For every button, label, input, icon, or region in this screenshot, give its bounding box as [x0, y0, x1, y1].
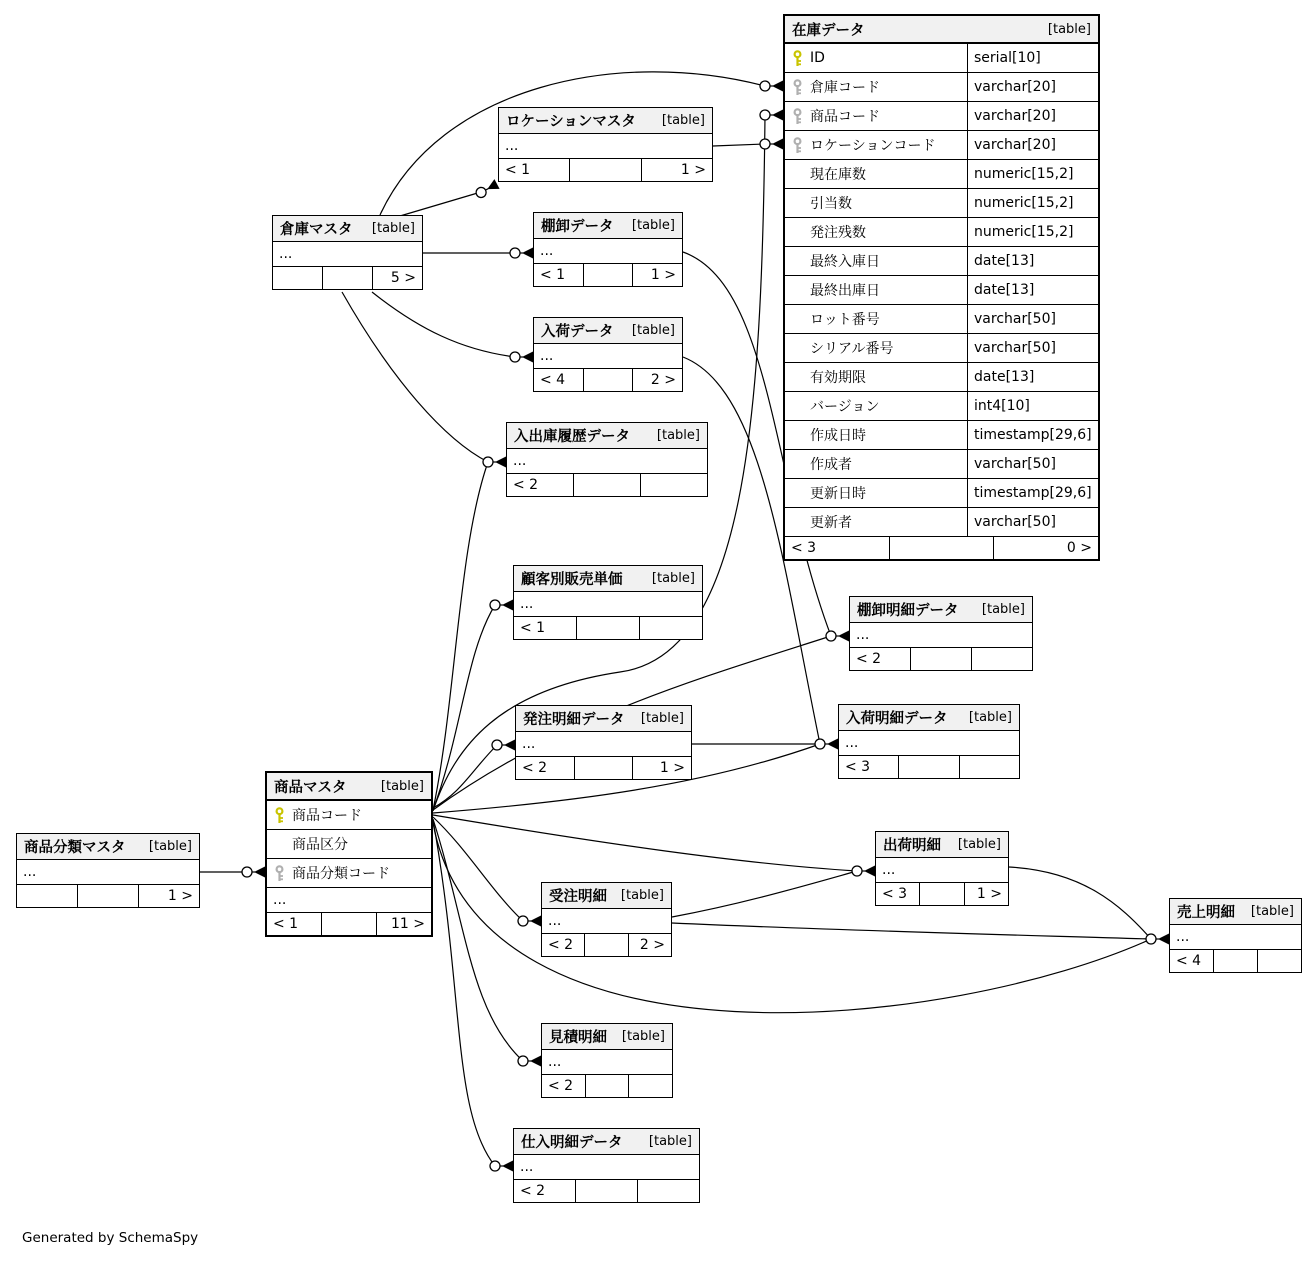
- footer-middle-cell: [575, 1180, 637, 1202]
- column-name: ID: [810, 50, 825, 66]
- key-spacer: [792, 485, 803, 502]
- table-header: [542, 883, 671, 909]
- footer-children-count: 1 >: [632, 757, 691, 779]
- column-name-cell: [785, 44, 967, 72]
- table-type-tag: [table]: [631, 323, 675, 338]
- column-row: [785, 247, 1098, 276]
- table-footer: [542, 1075, 672, 1097]
- footer-children-count: 1 >: [641, 159, 712, 181]
- table-header: [514, 566, 702, 592]
- footer-children-count: [959, 756, 1019, 778]
- table-node-mitsumori[interactable]: [541, 1023, 673, 1098]
- table-name: 出荷明細: [883, 838, 941, 854]
- key-spacer: [792, 456, 803, 473]
- collapsed-columns-ellipsis: ...: [267, 888, 431, 913]
- crowfoot-cardinality-marker-shohin: [242, 867, 265, 878]
- footer-parents-count: < 3: [791, 540, 817, 556]
- column-row: [785, 218, 1098, 247]
- crowfoot-cardinality-marker-location: [474, 179, 499, 200]
- column-row: [785, 450, 1098, 479]
- column-type: varchar[20]: [967, 102, 1098, 130]
- table-name: 倉庫マスタ: [280, 222, 353, 238]
- table-name: 仕入明細データ: [521, 1135, 623, 1151]
- footer-parents-count: < 2: [548, 1078, 574, 1094]
- footer-children-count: 0 >: [993, 537, 1098, 559]
- key-spacer: [792, 427, 803, 444]
- table-footer: [1170, 950, 1301, 972]
- collapsed-columns-ellipsis: ...: [839, 731, 1019, 756]
- table-type-tag: [table]: [656, 428, 700, 443]
- footer-children-count: [639, 617, 702, 639]
- column-row: [785, 392, 1098, 421]
- table-name: 発注明細データ: [523, 712, 625, 728]
- key-spacer: [792, 311, 803, 328]
- column-row: [785, 363, 1098, 392]
- column-row: [785, 421, 1098, 450]
- table-type-tag: [table]: [661, 113, 705, 128]
- table-type-tag: [table]: [380, 778, 424, 794]
- column-row: [785, 73, 1098, 102]
- table-node-hatchu_meisai[interactable]: [515, 705, 692, 780]
- footer-parents-count: < 1: [520, 620, 546, 636]
- footer-children-count: [628, 1075, 672, 1097]
- table-footer: [534, 264, 682, 286]
- column-type: date[13]: [967, 363, 1098, 391]
- column-name: 現在庫数: [810, 167, 866, 183]
- table-name: 受注明細: [549, 889, 607, 905]
- column-name: 作成日時: [810, 428, 866, 444]
- table-footer: [785, 537, 1098, 559]
- crowfoot-cardinality-marker-tanaoroshi_meisai: [826, 631, 849, 642]
- footer-middle-cell: [889, 537, 994, 559]
- table-header: [17, 834, 199, 860]
- table-node-shohin[interactable]: [265, 771, 433, 937]
- collapsed-columns-ellipsis: ...: [876, 858, 1008, 883]
- table-footer: [267, 913, 431, 935]
- key-spacer: [792, 398, 803, 415]
- crowfoot-cardinality-marker-kokyaku: [490, 600, 513, 611]
- footer-children-count: 5 >: [372, 267, 422, 289]
- column-name: 倉庫コード: [810, 80, 880, 96]
- column-row: [785, 276, 1098, 305]
- column-name-cell: [785, 218, 967, 246]
- column-name: 商品区分: [292, 837, 348, 853]
- column-type: varchar[50]: [967, 305, 1098, 333]
- table-node-juchu[interactable]: [541, 882, 672, 957]
- collapsed-columns-ellipsis: ...: [507, 449, 707, 474]
- footer-middle-cell: [584, 934, 627, 956]
- table-header: [516, 706, 691, 732]
- column-name-cell: [785, 102, 967, 130]
- table-footer: [514, 617, 702, 639]
- crowfoot-cardinality-marker-nyuka_meisai: [815, 739, 838, 750]
- footer-middle-cell: [573, 474, 640, 496]
- foreign-key-icon: [274, 865, 285, 882]
- table-header: [876, 832, 1008, 858]
- column-row: [785, 305, 1098, 334]
- relationship-edge-souko-location: [400, 192, 481, 216]
- relationship-edge-juchu-shukka: [672, 871, 857, 917]
- footer-parents-count: < 3: [845, 759, 871, 775]
- column-row: [785, 189, 1098, 218]
- table-node-shiire[interactable]: [513, 1128, 700, 1203]
- relationship-edge-juchu-uriage: [672, 923, 1151, 939]
- column-type: date[13]: [967, 247, 1098, 275]
- crowfoot-cardinality-marker-rireki: [483, 457, 506, 468]
- column-type: varchar[50]: [967, 508, 1098, 536]
- footer-parents-count: [17, 885, 77, 907]
- column-type: varchar[50]: [967, 334, 1098, 362]
- collapsed-columns-ellipsis: ...: [542, 1050, 672, 1075]
- table-header: [273, 216, 422, 242]
- relationship-edge-shohin-kokyaku: [433, 605, 495, 810]
- collapsed-columns-ellipsis: ...: [516, 732, 691, 757]
- footer-parents-count: < 2: [522, 760, 548, 776]
- table-node-zaiko[interactable]: [783, 14, 1100, 561]
- column-type: numeric[15,2]: [967, 189, 1098, 217]
- table-name: ロケーションマスタ: [506, 114, 636, 130]
- key-spacer: [274, 836, 285, 853]
- column-name: シリアル番号: [810, 341, 894, 357]
- crowfoot-cardinality-marker-shiire: [490, 1161, 513, 1172]
- relationship-edge-shohin-shukka: [433, 815, 857, 871]
- table-name: 入荷データ: [541, 324, 614, 340]
- table-footer: [850, 648, 1032, 670]
- column-type: numeric[15,2]: [967, 218, 1098, 246]
- column-name-cell: [267, 830, 431, 858]
- column-type: varchar[50]: [967, 450, 1098, 478]
- table-node-uriage[interactable]: [1169, 898, 1302, 973]
- crowfoot-cardinality-marker-juchu: [518, 916, 541, 927]
- crowfoot-cardinality-marker-tanaoroshi: [510, 248, 533, 259]
- column-row: [267, 859, 431, 888]
- collapsed-columns-ellipsis: ...: [514, 592, 702, 617]
- crowfoot-cardinality-marker-nyuka: [510, 352, 533, 363]
- column-name: 商品コード: [292, 808, 362, 824]
- table-name: 売上明細: [1177, 905, 1235, 921]
- column-name: 有効期限: [810, 370, 866, 386]
- footer-middle-cell: [910, 648, 971, 670]
- footer-middle-cell: [569, 159, 640, 181]
- table-header: [1170, 899, 1301, 925]
- footer-parents-count: < 2: [548, 937, 574, 953]
- collapsed-columns-ellipsis: ...: [534, 239, 682, 264]
- collapsed-columns-ellipsis: ...: [17, 860, 199, 885]
- table-header: [850, 597, 1032, 623]
- column-type: varchar[20]: [967, 131, 1098, 159]
- key-spacer: [792, 340, 803, 357]
- column-name: 商品コード: [810, 109, 880, 125]
- table-type-tag: [table]: [640, 711, 684, 726]
- primary-key-icon: [274, 807, 285, 824]
- table-name: 見積明細: [549, 1030, 607, 1046]
- footer-children-count: [1257, 950, 1301, 972]
- table-header: [499, 108, 712, 134]
- column-name-cell: [785, 421, 967, 449]
- footer-middle-cell: [321, 913, 376, 935]
- crowfoot-cardinality-marker-hatchu_meisai: [492, 740, 515, 751]
- crowfoot-cardinality-marker-zaiko: [760, 110, 783, 121]
- column-name-cell: [785, 276, 967, 304]
- column-row: [267, 801, 431, 830]
- table-node-nyuka[interactable]: [533, 317, 683, 392]
- collapsed-columns-ellipsis: ...: [534, 344, 682, 369]
- column-name-cell: [785, 392, 967, 420]
- relationship-edge-souko-rireki: [342, 292, 488, 462]
- footer-children-count: [637, 1180, 699, 1202]
- collapsed-columns-ellipsis: ...: [1170, 925, 1301, 950]
- table-type-tag: [table]: [620, 888, 664, 903]
- table-footer: [17, 885, 199, 907]
- relationship-edge-shukka-uriage: [1009, 867, 1151, 939]
- table-node-shukka[interactable]: [875, 831, 1009, 906]
- foreign-key-icon: [792, 79, 803, 96]
- column-type: timestamp[29,6]: [967, 479, 1098, 507]
- collapsed-columns-ellipsis: ...: [542, 909, 671, 934]
- footer-children-count: [640, 474, 707, 496]
- footer-parents-count: < 1: [273, 916, 299, 932]
- table-footer: [542, 934, 671, 956]
- table-header: [534, 213, 682, 239]
- column-row: [785, 479, 1098, 508]
- footer-parents-count: [273, 267, 322, 289]
- column-name: 商品分類コード: [292, 866, 390, 882]
- column-row: [785, 102, 1098, 131]
- key-spacer: [792, 514, 803, 531]
- footer-parents-count: < 2: [856, 651, 882, 667]
- footer-children-count: 2 >: [632, 369, 682, 391]
- table-node-kokyaku[interactable]: [513, 565, 703, 640]
- table-footer: [534, 369, 682, 391]
- column-name: ロット番号: [810, 312, 880, 328]
- table-header: [267, 773, 431, 801]
- collapsed-columns-ellipsis: ...: [850, 623, 1032, 648]
- footer-middle-cell: [583, 369, 633, 391]
- key-spacer: [792, 224, 803, 241]
- footer-parents-count: < 2: [513, 477, 539, 493]
- column-name-cell: [785, 160, 967, 188]
- table-node-nyuka_meisai[interactable]: [838, 704, 1020, 779]
- table-name: 棚卸データ: [541, 219, 614, 235]
- table-node-tanaoroshi[interactable]: [533, 212, 683, 287]
- table-type-tag: [table]: [148, 839, 192, 854]
- table-type-tag: [table]: [957, 837, 1001, 852]
- table-type-tag: [table]: [968, 710, 1012, 725]
- table-name: 在庫データ: [792, 22, 865, 39]
- relationship-edge-shohin-shiire: [433, 820, 495, 1166]
- column-name-cell: [785, 508, 967, 536]
- table-footer: [507, 474, 707, 496]
- key-spacer: [792, 166, 803, 183]
- crowfoot-cardinality-marker-uriage: [1146, 934, 1169, 945]
- table-type-tag: [table]: [1047, 21, 1091, 37]
- collapsed-columns-ellipsis: ...: [514, 1155, 699, 1180]
- table-name: 棚卸明細データ: [857, 603, 959, 619]
- table-type-tag: [table]: [631, 218, 675, 233]
- table-header: [785, 16, 1098, 44]
- column-name: 更新日時: [810, 486, 866, 502]
- column-name-cell: [267, 801, 431, 829]
- table-type-tag: [table]: [981, 602, 1025, 617]
- footer-children-count: 1 >: [632, 264, 682, 286]
- column-type: numeric[15,2]: [967, 160, 1098, 188]
- table-type-tag: [table]: [621, 1029, 665, 1044]
- column-name-cell: [785, 73, 967, 101]
- footer-parents-count: < 1: [540, 267, 566, 283]
- column-type: serial[10]: [967, 44, 1098, 72]
- table-header: [534, 318, 682, 344]
- footer-middle-cell: [583, 264, 633, 286]
- table-node-bunrui[interactable]: [16, 833, 200, 908]
- table-footer: [514, 1180, 699, 1202]
- column-row: [785, 44, 1098, 73]
- column-row: [785, 160, 1098, 189]
- key-spacer: [792, 369, 803, 386]
- footer-middle-cell: [919, 883, 963, 905]
- table-footer: [839, 756, 1019, 778]
- foreign-key-icon: [792, 137, 803, 154]
- table-header: [507, 423, 707, 449]
- footer-middle-cell: [322, 267, 372, 289]
- table-name: 入荷明細データ: [846, 711, 948, 727]
- crowfoot-cardinality-marker-shukka: [852, 866, 875, 877]
- table-node-rireki[interactable]: [506, 422, 708, 497]
- column-type: date[13]: [967, 276, 1098, 304]
- footer-middle-cell: [585, 1075, 629, 1097]
- table-header: [542, 1024, 672, 1050]
- footer-parents-count: < 4: [1176, 953, 1202, 969]
- column-row: [267, 830, 431, 859]
- generated-by-note: Generated by SchemaSpy: [22, 1230, 199, 1246]
- column-type: int4[10]: [967, 392, 1098, 420]
- footer-parents-count: < 3: [882, 886, 908, 902]
- column-name: 発注残数: [810, 225, 866, 241]
- crowfoot-cardinality-marker-zaiko: [760, 81, 783, 92]
- footer-middle-cell: [574, 757, 633, 779]
- footer-middle-cell: [576, 617, 639, 639]
- table-name: 入出庫履歴データ: [514, 429, 630, 445]
- table-name: 商品マスタ: [274, 779, 347, 796]
- table-node-souko[interactable]: [272, 215, 423, 290]
- column-name: 最終入庫日: [810, 254, 880, 270]
- column-name: ロケーションコード: [810, 138, 936, 154]
- column-name-cell: [785, 305, 967, 333]
- table-node-location[interactable]: [498, 107, 713, 182]
- table-type-tag: [table]: [371, 221, 415, 236]
- primary-key-icon: [792, 50, 803, 67]
- footer-parents-count: < 4: [540, 372, 566, 388]
- column-row: [785, 334, 1098, 363]
- crowfoot-cardinality-marker-mitsumori: [518, 1056, 541, 1067]
- footer-children-count: 1 >: [138, 885, 199, 907]
- column-name-cell: [785, 334, 967, 362]
- column-name-cell: [785, 479, 967, 507]
- footer-middle-cell: [1213, 950, 1257, 972]
- footer-middle-cell: [898, 756, 958, 778]
- key-spacer: [792, 282, 803, 299]
- key-spacer: [792, 253, 803, 270]
- footer-parents-count: < 2: [520, 1183, 546, 1199]
- column-row: [785, 131, 1098, 160]
- footer-children-count: 11 >: [376, 913, 431, 935]
- key-spacer: [792, 195, 803, 212]
- footer-middle-cell: [77, 885, 138, 907]
- collapsed-columns-ellipsis: ...: [499, 134, 712, 159]
- column-name-cell: [785, 450, 967, 478]
- column-name: 更新者: [810, 515, 852, 531]
- column-name-cell: [785, 247, 967, 275]
- column-name-cell: [267, 859, 431, 887]
- table-name: 顧客別販売単価: [521, 572, 623, 588]
- relationship-edge-shohin-rireki: [433, 462, 488, 810]
- crowfoot-cardinality-marker-zaiko: [760, 139, 783, 150]
- table-header: [839, 705, 1019, 731]
- table-footer: [499, 159, 712, 181]
- table-footer: [273, 267, 422, 289]
- column-type: timestamp[29,6]: [967, 421, 1098, 449]
- table-header: [514, 1129, 699, 1155]
- relationship-edge-souko-nyuka: [372, 292, 515, 357]
- column-name-cell: [785, 363, 967, 391]
- foreign-key-icon: [792, 108, 803, 125]
- table-node-tanaoroshi_meisai[interactable]: [849, 596, 1033, 671]
- collapsed-columns-ellipsis: ...: [273, 242, 422, 267]
- column-name-cell: [785, 131, 967, 159]
- table-type-tag: [table]: [651, 571, 695, 586]
- table-name: 商品分類マスタ: [24, 840, 126, 856]
- footer-children-count: 2 >: [628, 934, 671, 956]
- column-name-cell: [785, 189, 967, 217]
- footer-children-count: [971, 648, 1032, 670]
- table-footer: [876, 883, 1008, 905]
- relationship-edge-shohin-mitsumori: [433, 819, 523, 1061]
- column-name: 作成者: [810, 457, 852, 473]
- column-row: [785, 508, 1098, 537]
- column-name: 引当数: [810, 196, 852, 212]
- table-type-tag: [table]: [1250, 904, 1294, 919]
- relationship-edge-location-zaiko: [713, 144, 765, 146]
- footer-children-count: 1 >: [964, 883, 1008, 905]
- table-footer: [516, 757, 691, 779]
- footer-parents-count: < 1: [505, 162, 531, 178]
- column-name: 最終出庫日: [810, 283, 880, 299]
- column-name: バージョン: [810, 399, 880, 415]
- column-type: varchar[20]: [967, 73, 1098, 101]
- table-type-tag: [table]: [648, 1134, 692, 1149]
